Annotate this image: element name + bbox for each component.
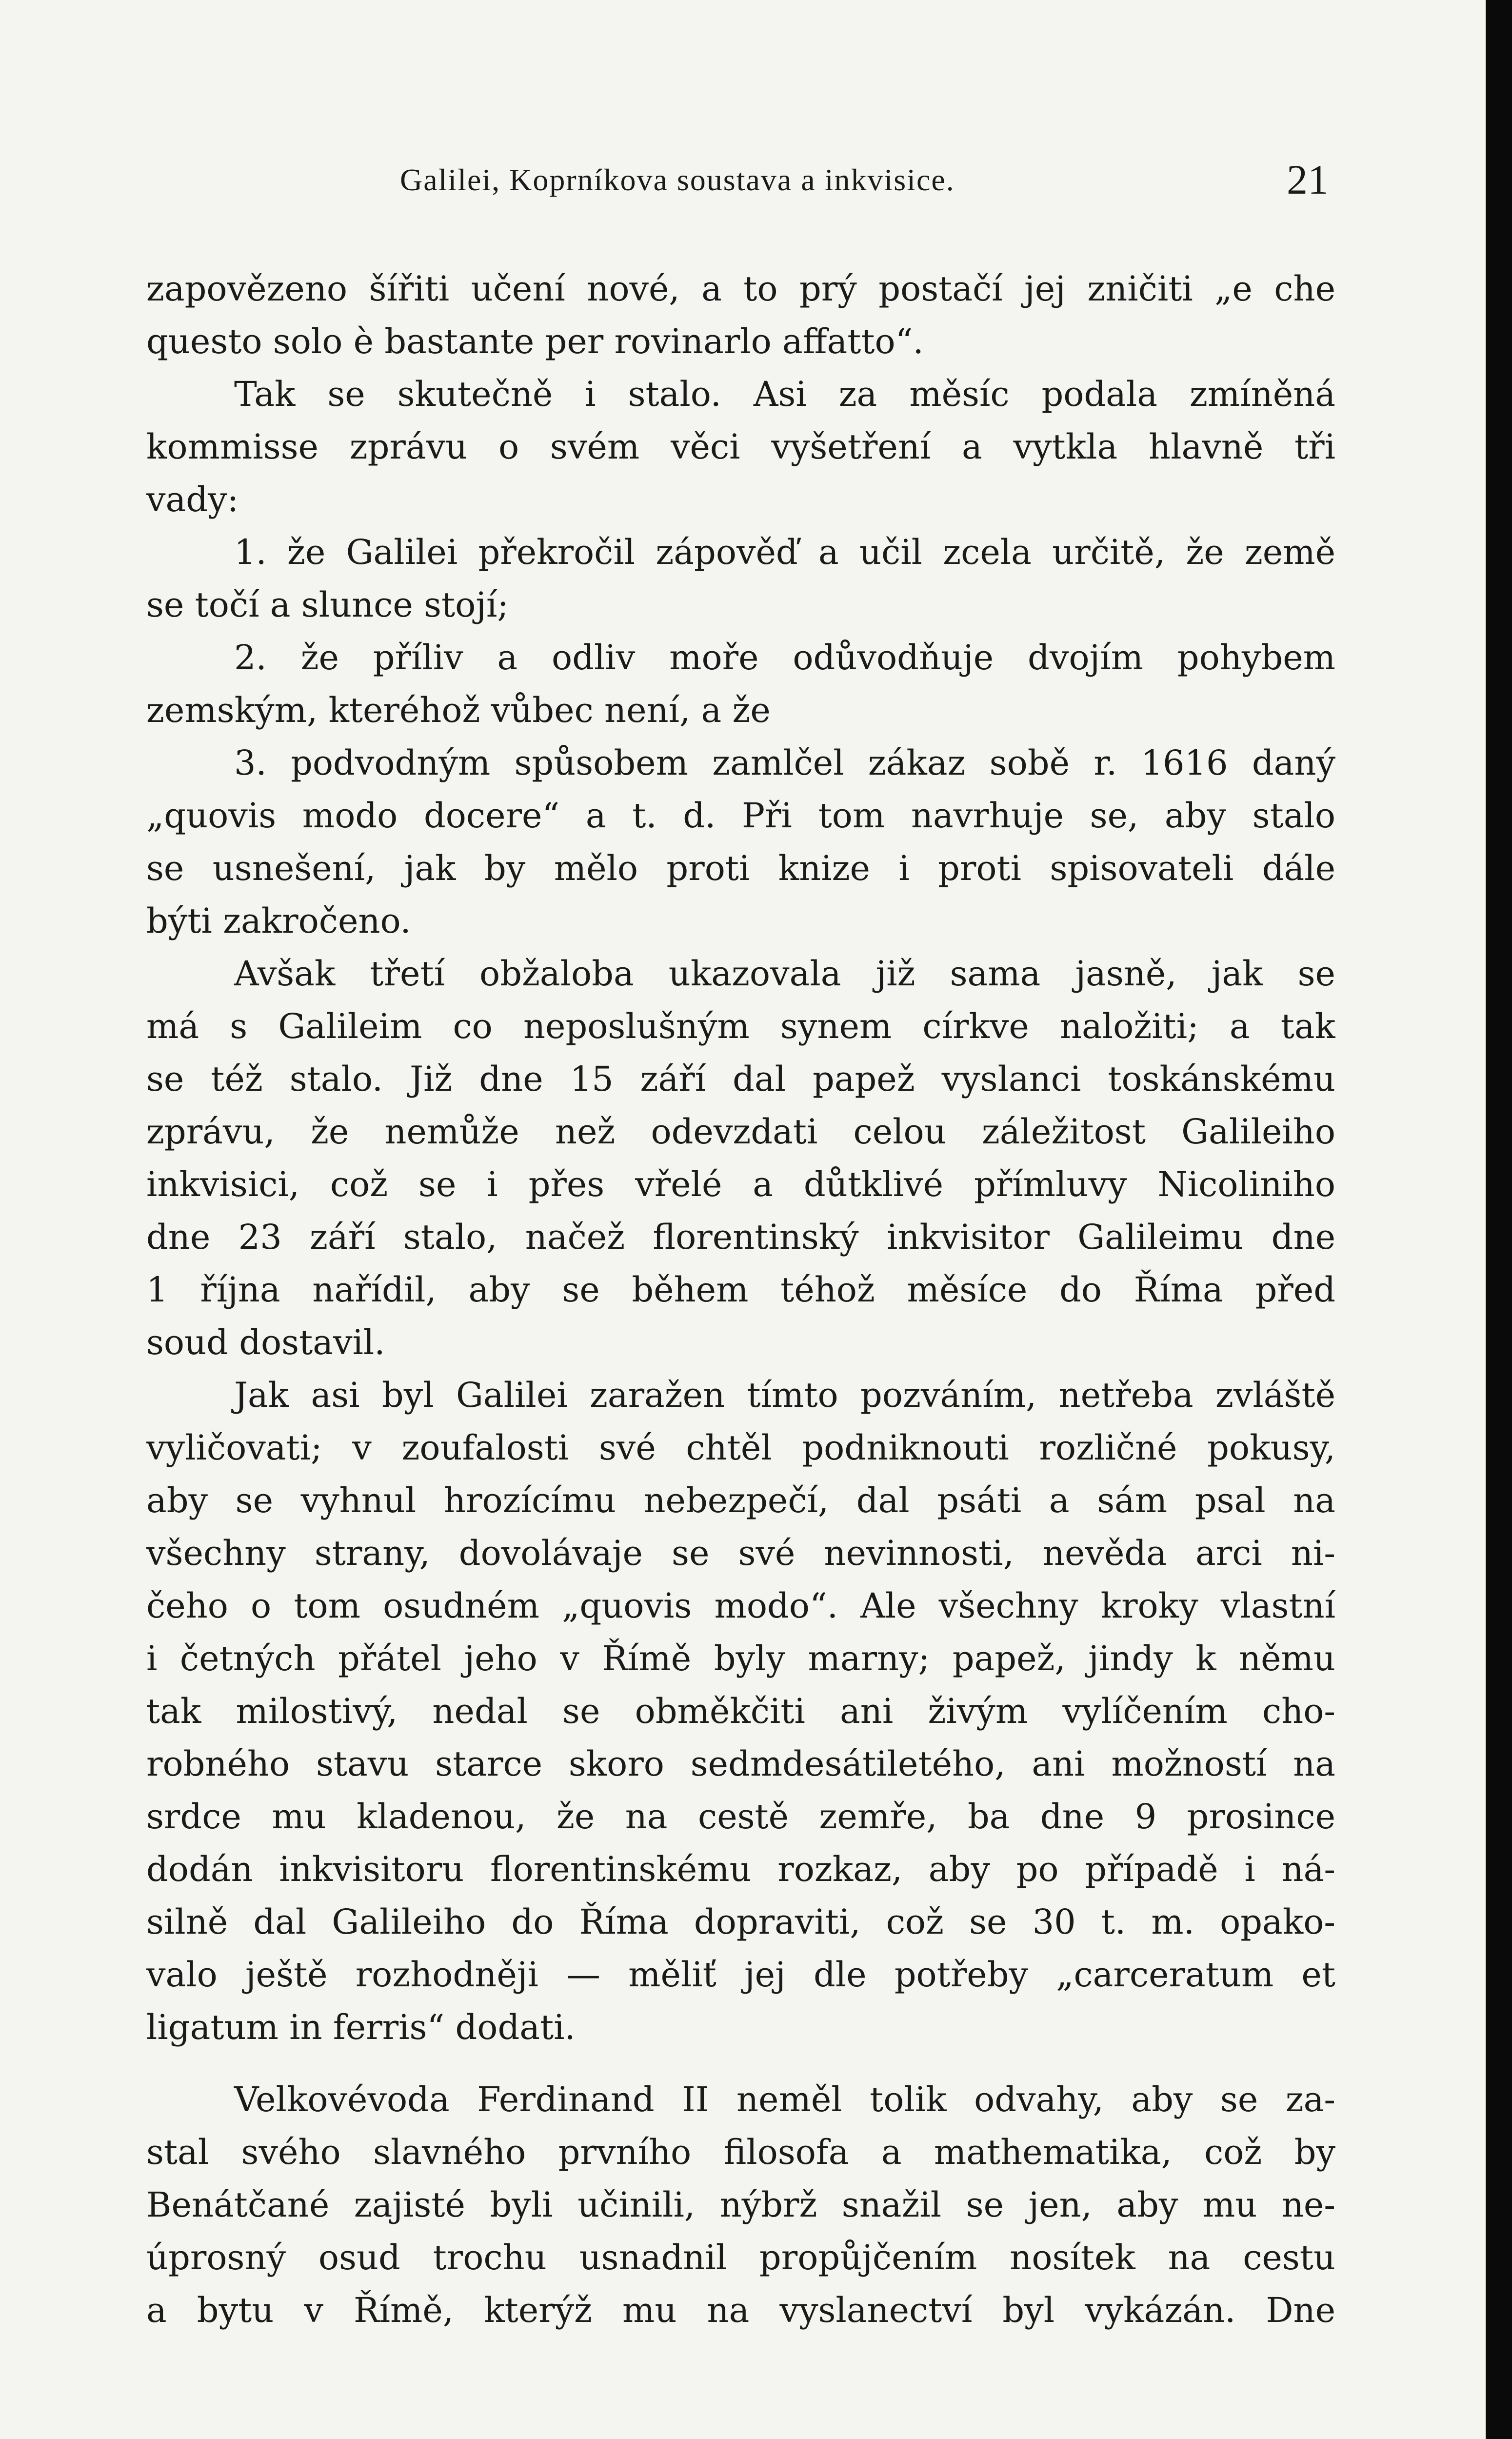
text-line: zprávu, že nemůže než odevzdati celou záležitost Galileiho <box>146 1112 1335 1152</box>
text-line: všechny strany, dovolávaje se své nevinnosti, nevěda arci ni- <box>146 1533 1335 1573</box>
text-line: Jak asi byl Galilei zaražen tímto pozváním, netřeba zvláště <box>234 1375 1335 1415</box>
text-line: 1. že Galilei překročil zápověď a učil zcela určitě, že země <box>234 532 1335 572</box>
text-line: se točí a slunce stojí; <box>146 585 509 625</box>
text-line: býti zakročeno. <box>146 901 411 941</box>
text-line: tak milostivý, nedal se obměkčiti ani živým vylíčením cho- <box>146 1691 1335 1731</box>
text-line: úprosný osud trochu usnadnil propůjčením nosítek na cestu <box>146 2238 1335 2278</box>
text-line: se usnešení, jak by mělo proti knize i proti spisovateli dále <box>146 848 1335 888</box>
text-line: questo solo è bastante per rovinarlo affatto“. <box>146 321 924 361</box>
text-line: Benátčané zajisté byli učinili, nýbrž snažil se jen, aby mu ne- <box>146 2185 1335 2225</box>
text-line: čeho o tom osudném „quovis modo“. Ale všechny kroky vlastní <box>146 1586 1335 1626</box>
running-title: Galilei, Koprníkova soustava a inkvisice. <box>400 162 955 197</box>
text-line: i četných přátel jeho v Římě byly marny; papež, jindy k němu <box>146 1639 1335 1679</box>
text-line: 1 října nařídil, aby se během téhož měsíce do Říma před <box>146 1270 1335 1310</box>
text-line: Velkovévoda Ferdinand II neměl tolik odvahy, aby se za- <box>234 2079 1335 2119</box>
text-line: robného stavu starce skoro sedmdesátiletého, ani možností na <box>146 1744 1335 1784</box>
text-line: vady: <box>146 480 239 520</box>
text-line: valo ještě rozhodněji — měliť jej dle potřeby „carceratum et <box>146 1955 1335 1995</box>
text-line: zapovězeno šířiti učení nové, a to prý postačí jej zničiti „e che <box>146 269 1335 309</box>
text-line: dodán inkvisitoru florentinskému rozkaz, aby po případě i ná- <box>146 1849 1335 1889</box>
text-line: 3. podvodným spůsobem zamlčel zákaz sobě r. 1616 daný <box>234 743 1335 783</box>
text-line: silně dal Galileiho do Říma dopraviti, což se 30 t. m. opako- <box>146 1902 1335 1942</box>
text-line: soud dostavil. <box>146 1322 385 1362</box>
page-number: 21 <box>1287 156 1329 203</box>
text-line: zemským, kteréhož vůbec není, a že <box>146 690 771 730</box>
text-line: aby se vyhnul hrozícímu nebezpečí, dal psáti a sám psal na <box>146 1480 1335 1520</box>
text-line: stal svého slavného prvního filosofa a mathematika, což by <box>146 2132 1335 2172</box>
running-head <box>146 155 1335 214</box>
scan-border <box>1486 0 1512 2439</box>
text-line: dne 23 září stalo, načež florentinský inkvisitor Galileimu dne <box>146 1217 1335 1257</box>
text-line: a bytu v Římě, kterýž mu na vyslanectví byl vykázán. Dne <box>146 2290 1335 2330</box>
text-line: Avšak třetí obžaloba ukazovala již sama jasně, jak se <box>234 954 1335 994</box>
text-line: ligatum in ferris“ dodati. <box>146 2007 576 2047</box>
text-line: má s Galileim co neposlušným synem církve naložiti; a tak <box>146 1006 1335 1046</box>
text-line: vyličovati; v zoufalosti své chtěl podniknouti rozličné pokusy, <box>146 1428 1335 1468</box>
body-text <box>146 262 1335 2337</box>
text-line: 2. že příliv a odliv moře odůvodňuje dvojím pohybem <box>234 638 1335 678</box>
text-line: se též stalo. Již dne 15 září dal papež vyslanci toskánskému <box>146 1059 1335 1099</box>
text-line: „quovis modo docere“ a t. d. Při tom navrhuje se, aby stalo <box>146 796 1335 836</box>
text-block <box>146 0 1335 2439</box>
text-line: srdce mu kladenou, že na cestě zemře, ba dne 9 prosince <box>146 1797 1335 1837</box>
text-line: kommisse zprávu o svém věci vyšetření a vytkla hlavně tři <box>146 427 1335 467</box>
text-line: inkvisici, což se i přes vřelé a důtklivé přímluvy Nicoliniho <box>146 1164 1335 1204</box>
text-line: Tak se skutečně i stalo. Asi za měsíc podala zmíněná <box>234 374 1335 414</box>
